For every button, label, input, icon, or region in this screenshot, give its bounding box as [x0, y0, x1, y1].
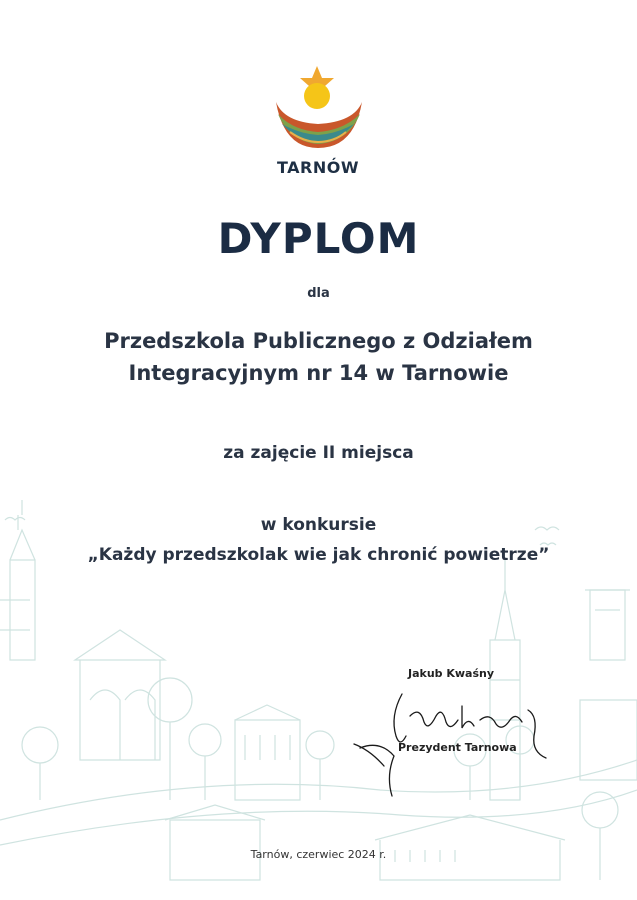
- for-label: dla: [307, 286, 330, 301]
- tarnow-emblem-icon: [270, 62, 366, 156]
- place-and-date: Tarnów, czerwiec 2024 r.: [250, 848, 387, 861]
- recipient-line-1: Przedszkola Publicznego z Odziałem: [104, 329, 533, 353]
- award-place: za zajęcie II miejsca: [223, 443, 414, 463]
- signatory-name: Jakub Kwaśny: [408, 667, 495, 680]
- handwritten-signature: [350, 676, 560, 800]
- contest-name: „Każdy przedszkolak wie jak chronić powietrze”: [87, 545, 550, 565]
- logo-wordmark: TARNÓW: [276, 158, 359, 177]
- contest-label: w konkursie: [260, 515, 377, 535]
- signatory-role: Prezydent Tarnowa: [398, 741, 517, 754]
- recipient-line-2: Integracyjnym nr 14 w Tarnowie: [128, 361, 509, 385]
- tarnow-logo: [270, 62, 366, 186]
- diploma-title: DYPLOM: [217, 214, 420, 263]
- recipient-name: [0, 325, 637, 389]
